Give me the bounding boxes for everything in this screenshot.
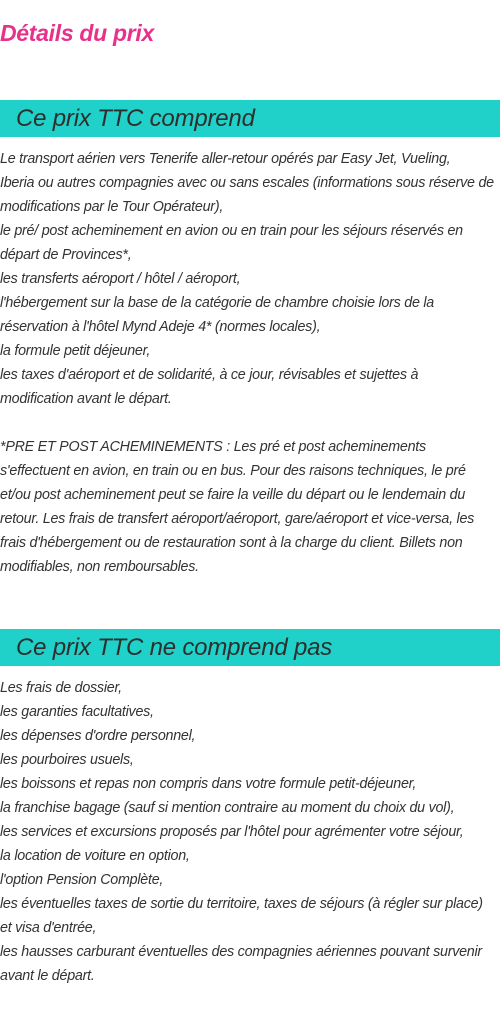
not-included-line: les hausses carburant éventuelles des compagnies aériennes pouvant survenir xyxy=(0,944,482,960)
included-line: l'hébergement sur la base de la catégorie de chambre choisie lors de la xyxy=(0,295,435,311)
not-included-section-banner xyxy=(0,629,500,666)
included-line: Iberia ou autres compagnies avec ou sans escales (informations sous réserve de xyxy=(0,175,494,191)
included-heading: Ce prix TTC comprend xyxy=(16,104,255,132)
transfer-note-line: retour. Les frais de transfert aéroport/aéroport, gare/aéroport et vice-versa, les xyxy=(0,511,475,527)
not-included-line: l'option Pension Complète, xyxy=(0,872,164,888)
not-included-line: les services et excursions proposés par l'hôtel pour agrémenter votre séjour, xyxy=(0,824,464,840)
transfer-note xyxy=(0,435,500,579)
included-section-banner xyxy=(0,100,500,137)
included-line: la formule petit déjeuner, xyxy=(0,343,151,359)
transfer-note-line: frais d'hébergement ou de restauration sont à la charge du client. Billets non xyxy=(0,535,463,551)
page-title: Détails du prix xyxy=(0,20,154,46)
transfer-note-line: s'effectuent en avion, en train ou en bus. Pour des raisons techniques, le pré xyxy=(0,463,466,479)
not-included-list xyxy=(0,676,500,988)
transfer-note-line: modifiables, non remboursables. xyxy=(0,559,199,575)
included-line: les taxes d'aéroport et de solidarité, à ce jour, révisables et sujettes à xyxy=(0,367,419,383)
not-included-line: la location de voiture en option, xyxy=(0,848,190,864)
included-line: les transferts aéroport / hôtel / aéroport, xyxy=(0,271,241,287)
not-included-line: Les frais de dossier, xyxy=(0,680,122,696)
not-included-line: les dépenses d'ordre personnel, xyxy=(0,728,196,744)
included-line: le pré/ post acheminement en avion ou en train pour les séjours réservés en xyxy=(0,223,463,239)
not-included-line: les éventuelles taxes de sortie du territoire, taxes de séjours (à régler sur place) xyxy=(0,896,483,912)
transfer-note-line: *PRE ET POST ACHEMINEMENTS : Les pré et post acheminements xyxy=(0,439,426,455)
included-list xyxy=(0,147,500,411)
not-included-line: les garanties facultatives, xyxy=(0,704,154,720)
not-included-heading: Ce prix TTC ne comprend pas xyxy=(16,633,333,661)
not-included-line: avant le départ. xyxy=(0,968,95,984)
not-included-line: les boissons et repas non compris dans votre formule petit-déjeuner, xyxy=(0,776,417,792)
not-included-line: les pourboires usuels, xyxy=(0,752,134,768)
not-included-line: et visa d'entrée, xyxy=(0,920,97,936)
included-line: modifications par le Tour Opérateur), xyxy=(0,199,224,215)
not-included-line: la franchise bagage (sauf si mention contraire au moment du choix du vol), xyxy=(0,800,455,816)
included-line: réservation à l'hôtel Mynd Adeje 4* (normes locales), xyxy=(0,319,321,335)
included-line: Le transport aérien vers Tenerife aller-retour opérés par Easy Jet, Vueling, xyxy=(0,151,451,167)
transfer-note-line: et/ou post acheminement peut se faire la veille du départ ou le lendemain du xyxy=(0,487,466,503)
included-line: modification avant le départ. xyxy=(0,391,172,407)
included-line: départ de Provinces*, xyxy=(0,247,132,263)
